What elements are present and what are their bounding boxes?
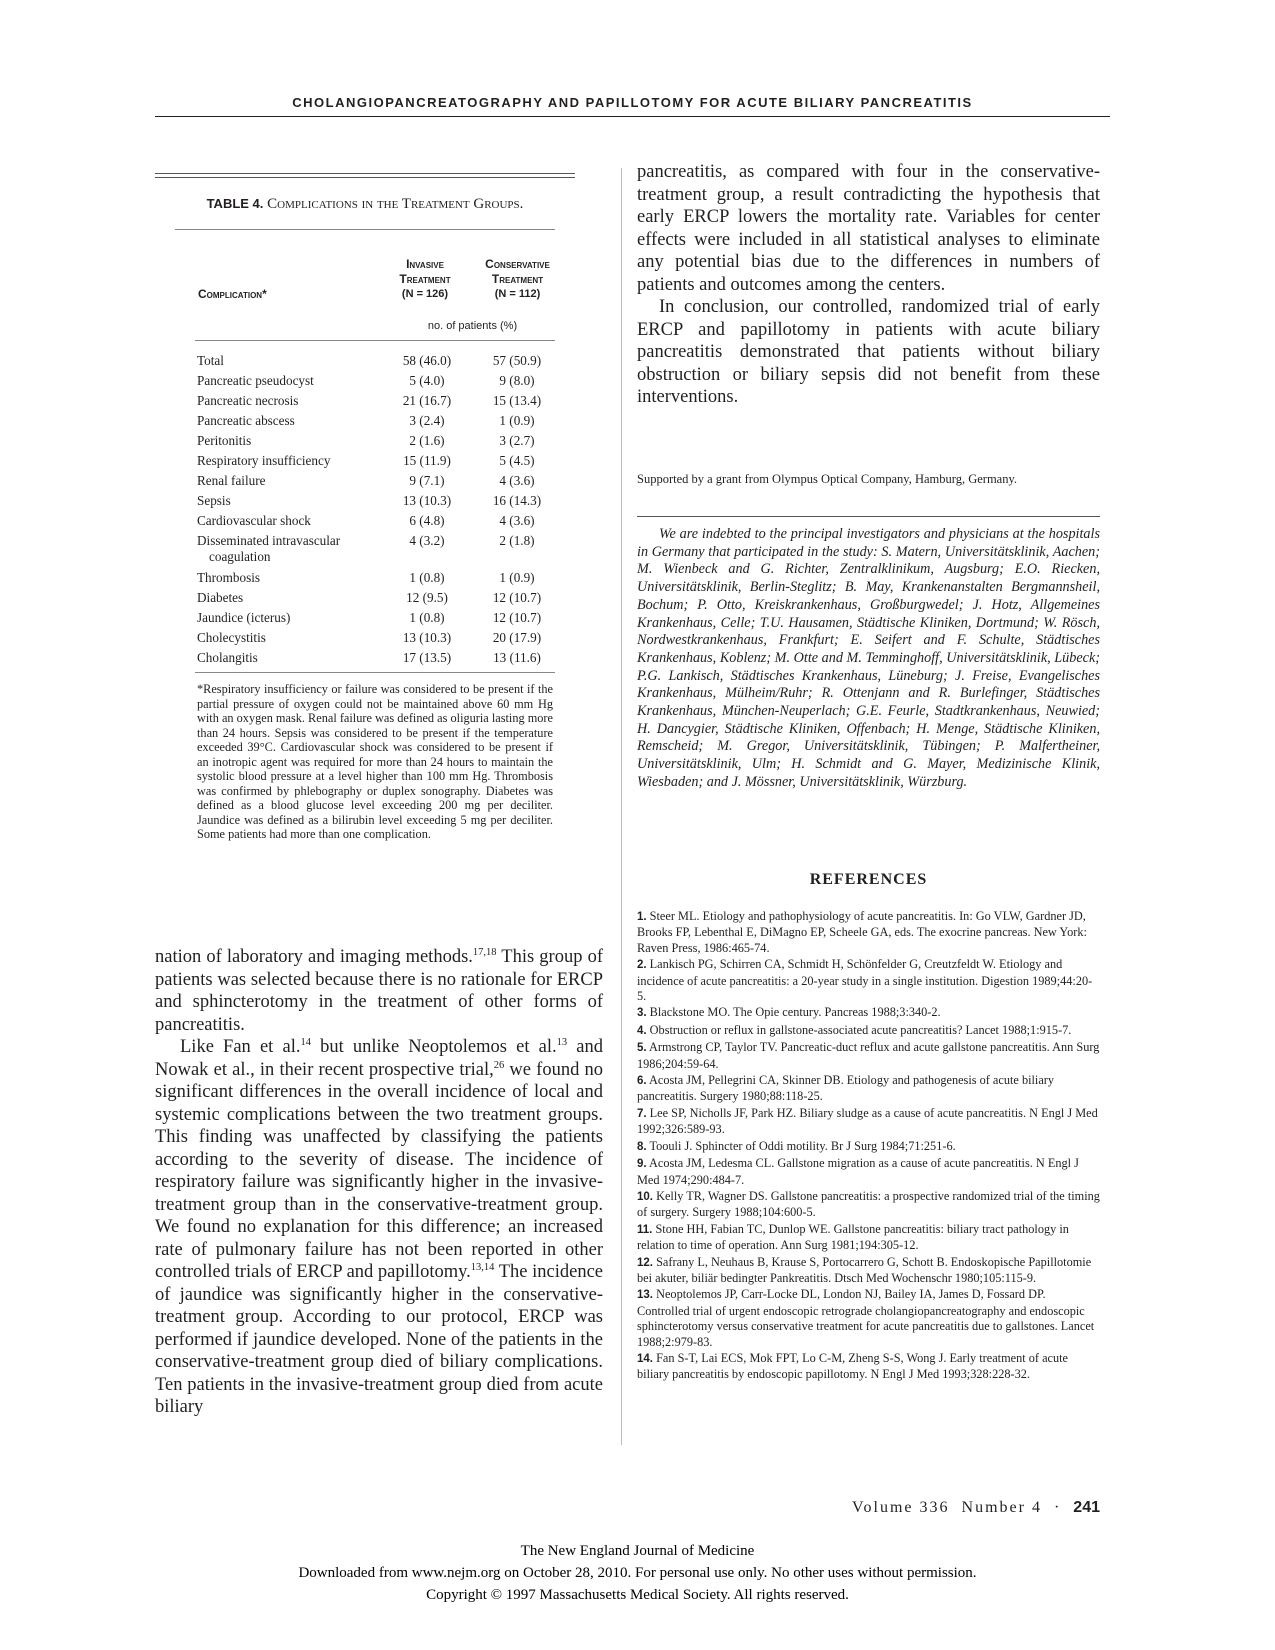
text-run: Like Fan et al. xyxy=(180,1037,301,1057)
complication-name-continued: coagulation xyxy=(209,549,271,564)
table-cell-conservative: 4 (3.6) xyxy=(499,473,535,488)
reference-text: Neoptolemos JP, Carr-Locke DL, London NJ, Bailey IA, James D, Fossard DP. Controlled trial of urgent endoscopic retrograde cholangiopancreatography and endoscopic sphincterotomy versus conservative treatment for acute pancreatitis due to gallstones. Lancet 1988;2:979-83. xyxy=(637,1287,1095,1349)
text-run: nation of laboratory and imaging methods. xyxy=(155,947,473,967)
table-row xyxy=(155,533,575,566)
table-row xyxy=(155,610,575,626)
reference-text: Obstruction or reflux in gallstone-associated acute pancreatitis? Lancet 1988;1:915-7. xyxy=(649,1022,1072,1037)
reference-number: 12. xyxy=(637,1256,653,1269)
reference-text: Toouli J. Sphincter of Oddi motility. Br J Surg 1984;71:251-6. xyxy=(649,1138,956,1153)
table-cell-conservative: 57 (50.9) xyxy=(492,353,542,368)
reference-item xyxy=(637,1189,1100,1221)
table-cell-conservative: 9 (8.0) xyxy=(499,373,535,388)
table-title-rule xyxy=(175,229,555,230)
funding-note: Supported by a grant from Olympus Optical Company, Hamburg, Germany. xyxy=(637,472,1018,486)
folio-separator: · xyxy=(1053,1499,1062,1516)
reference-text: Lankisch PG, Schirren CA, Schmidt H, Schönfelder G, Creutzfeldt W. Etiology and incidence of acute pancreatitis: a 20-year study in a single institution. Digestion 1989;44:20-5. xyxy=(637,957,1093,1004)
table-column-headers xyxy=(155,254,575,314)
reference-item xyxy=(637,1351,1100,1383)
citation-superscript: 26 xyxy=(493,1059,505,1071)
table-cell-invasive: 1 (0.8) xyxy=(409,610,445,625)
text-run: The incidence of jaundice was significantly higher in the conservative-treatment group. According to our protocol, ERCP was performed if jaundice developed. None of the patients in the conservative-treatment group died of biliary complications. Ten patients in the invasive-treatment group died from acute biliary xyxy=(155,1262,604,1417)
table-cell-complication xyxy=(197,570,382,586)
complication-name: Cholangitis xyxy=(197,650,258,665)
table-cell-invasive: 17 (13.5) xyxy=(402,650,452,665)
reference-number: 3. xyxy=(637,1007,647,1020)
table-cell-complication xyxy=(197,453,382,469)
table-row xyxy=(155,453,575,469)
reference-text: Safrany L, Neuhaus B, Krause S, Portocarrero G, Schott B. Endoskopische Papillotomie bei akuter, biliär bedingter Pankreatitis. Dtsch Med Wochenschr 1980;105:115-9. xyxy=(637,1254,1092,1285)
column-header-invasive-n: (N = 126) xyxy=(401,288,449,300)
table-header-rule xyxy=(195,340,555,341)
reference-item xyxy=(637,1073,1100,1105)
complication-name: Sepsis xyxy=(197,493,231,508)
table-body xyxy=(155,353,575,666)
table-row xyxy=(155,433,575,449)
table-cell-complication xyxy=(197,650,382,666)
download-notice: Downloaded from www.nejm.org on October 28, 2010. For personal use only. No other uses without permission. xyxy=(298,1565,977,1581)
table-cell-complication xyxy=(197,353,382,369)
page-folio xyxy=(780,1499,1100,1517)
page-number: 241 xyxy=(1073,1499,1100,1516)
running-head: CHOLANGIOPANCREATOGRAPHY AND PAPILLOTOMY FOR ACUTE BILIARY PANCREATITIS xyxy=(292,95,973,110)
reference-number: 7. xyxy=(637,1107,647,1120)
reference-item xyxy=(637,1005,1100,1021)
references-heading: REFERENCES xyxy=(809,871,928,888)
table-cell-invasive: 58 (46.0) xyxy=(402,353,452,368)
reference-item xyxy=(637,1222,1100,1254)
table-row xyxy=(155,413,575,429)
column-header-invasive-line2: Treatment xyxy=(399,272,451,286)
complication-name: Pancreatic necrosis xyxy=(197,393,299,408)
table-row xyxy=(155,353,575,369)
reference-number: 1. xyxy=(637,911,647,923)
table-row xyxy=(155,393,575,409)
complication-name: Pancreatic abscess xyxy=(197,413,295,428)
column-header-invasive-line1: Invasive xyxy=(406,257,444,271)
reference-item xyxy=(637,1287,1100,1350)
left-paragraph-1 xyxy=(155,946,603,1036)
table-bottom-rule xyxy=(195,672,555,673)
complication-name: Renal failure xyxy=(197,473,266,488)
table-cell-complication xyxy=(197,413,382,429)
reference-item xyxy=(637,957,1100,1004)
table-cell-conservative: 12 (10.7) xyxy=(492,590,542,605)
header-rule xyxy=(155,116,1110,117)
reference-text: Kelly TR, Wagner DS. Gallstone pancreatitis: a prospective randomized trial of the timing of surgery. Surgery 1988;104:600-5. xyxy=(637,1188,1100,1220)
reference-item xyxy=(637,909,1100,956)
reference-item xyxy=(637,1040,1100,1072)
table-cell-complication xyxy=(197,590,382,606)
column-divider xyxy=(621,168,622,1445)
column-header-conservative-line1: Conservative xyxy=(485,257,550,271)
table-cell-invasive: 5 (4.0) xyxy=(409,373,445,388)
column-header-conservative-n: (N = 112) xyxy=(494,288,541,300)
reference-number: 13. xyxy=(637,1289,653,1302)
complication-name: Thrombosis xyxy=(197,570,261,585)
column-header-conservative xyxy=(470,257,565,302)
table-cell-invasive: 13 (10.3) xyxy=(402,630,452,645)
references-list xyxy=(637,909,1100,1384)
table-row xyxy=(155,373,575,389)
table-cell-conservative: 15 (13.4) xyxy=(492,393,542,408)
number-label: Number 4 xyxy=(961,1499,1042,1516)
left-paragraph-2 xyxy=(155,1036,603,1419)
table-cell-invasive: 21 (16.7) xyxy=(402,393,452,408)
table-cell-complication xyxy=(197,433,382,449)
reference-number: 5. xyxy=(637,1042,647,1055)
column-header-conservative-line2: Treatment xyxy=(491,272,544,286)
table-cell-complication xyxy=(197,373,382,389)
reference-number: 8. xyxy=(637,1140,647,1153)
table-cell-conservative: 13 (11.6) xyxy=(493,650,541,665)
reference-text: Fan S-T, Lai ECS, Mok FPT, Lo C-M, Zheng S-S, Wong J. Early treatment of acute biliary pancreatitis by endoscopic papillotomy. N Engl J Med 1993;328:228-32. xyxy=(637,1350,1069,1382)
table-row xyxy=(155,590,575,606)
complication-name: Disseminated intravascular xyxy=(197,533,341,548)
text-run: but unlike Neoptolemos et al. xyxy=(310,1037,557,1057)
complication-name: Peritonitis xyxy=(197,433,252,448)
reference-item xyxy=(637,1156,1100,1188)
table-cell-invasive: 15 (11.9) xyxy=(403,453,451,468)
table-cell-invasive: 2 (1.6) xyxy=(409,433,445,448)
table-units: no. of patients (%) xyxy=(427,320,518,332)
reference-item xyxy=(637,1139,1100,1155)
reference-text: Steer ML. Etiology and pathophysiology of acute pancreatitis. In: Go VLW, Gardner JD, Brooks FP, Lebenthal E, DiMagno EP, Scheele GA, eds. The exocrine pancreas. New York: Raven Press, 1986:465-74. xyxy=(637,909,1087,955)
table-cell-conservative: 2 (1.8) xyxy=(499,533,535,548)
table-cell-conservative: 16 (14.3) xyxy=(492,493,542,508)
table-4 xyxy=(155,173,575,842)
table-footnote: *Respiratory insufficiency or failure was considered to be present if the partial pressure of oxygen could not be maintained above 60 mm Hg with an oxygen mask. Renal failure was defined as oliguria lasting more than 24 hours. Sepsis was considered to be present if the temperature exceeded 39°C. Cardiovascular shock was considered to be present if an inotropic agent was required for more than 24 hours to maintain the systolic blood pressure at a level higher than 100 mm Hg. Thrombosis was confirmed by phlebography or duplex sonography. Diabetes was defined as a blood glucose level exceeding 200 mg per deciliter. Jaundice was defined as a bilirubin level exceeding 5 mg per deciliter. Some patients had more than one complication. xyxy=(197,682,553,841)
reference-number: 2. xyxy=(637,959,647,972)
table-cell-invasive: 12 (9.5) xyxy=(406,590,448,605)
complication-name: Cardiovascular shock xyxy=(197,513,311,528)
table-cell-complication xyxy=(197,493,382,509)
complication-name: Cholecystitis xyxy=(197,630,266,645)
reference-number: 11. xyxy=(637,1223,653,1236)
citation-superscript: 17,18 xyxy=(472,946,497,958)
table-cell-complication xyxy=(197,610,382,626)
table-caption: Complications in the Treatment Groups. xyxy=(267,196,524,212)
citation-superscript: 14 xyxy=(300,1036,311,1048)
table-title xyxy=(155,194,575,214)
table-cell-invasive: 3 (2.4) xyxy=(409,413,445,428)
reference-number: 14. xyxy=(637,1352,653,1365)
table-row xyxy=(155,493,575,509)
column-header-invasive xyxy=(380,257,470,302)
journal-name: The New England Journal of Medicine xyxy=(520,1543,755,1559)
column-header-complication: Complication* xyxy=(198,287,267,301)
reference-text: Acosta JM, Ledesma CL. Gallstone migration as a cause of acute pancreatitis. N Engl J Med 1974;290:484-7. xyxy=(637,1156,1079,1187)
table-cell-invasive: 6 (4.8) xyxy=(409,513,445,528)
reference-number: 9. xyxy=(637,1158,647,1171)
reference-number: 10. xyxy=(637,1190,653,1203)
right-paragraph-2: In conclusion, our controlled, randomized trial of early ERCP and papillotomy in patients with acute biliary pancreatitis demonstrated that patients without biliary obstruction or biliary sepsis did not benefit from these interventions. xyxy=(637,297,1100,407)
reference-text: Lee SP, Nicholls JF, Park HZ. Biliary sludge as a cause of acute pancreatitis. N Engl J Med 1992;326:589-93. xyxy=(637,1105,1098,1137)
table-cell-conservative: 20 (17.9) xyxy=(492,630,542,645)
reference-number: 4. xyxy=(637,1024,647,1037)
reference-text: Blackstone MO. The Opie century. Pancreas 1988;3:340-2. xyxy=(649,1005,941,1020)
citation-superscript: 13,14 xyxy=(470,1261,495,1273)
copyright-notice: Copyright © 1997 Massachusetts Medical Society. All rights reserved. xyxy=(426,1587,849,1603)
right-paragraph-1: pancreatitis, as compared with four in the conservative-treatment group, a result contradicting the hypothesis that early ERCP lowers the mortality rate. Variables for center effects were included in all statistical analyses to eliminate any potential bias due to the differences in numbers of patients and outcomes among the centers. xyxy=(637,162,1100,295)
acknowledgment: We are indebted to the principal investigators and physicians at the hospitals in Germany that participated in the study: S. Matern, Universitätsklinik, Aachen; M. Wienbeck and G. Richter, Zentralklinikum, Augsburg; E.O. Riecken, Universitätsklinik, Berlin-Steglitz; B. May, Krankenanstalten Bergmannsheil, Bochum; P. Otto, Kreiskrankenhaus, Großburgwedel; J. Hotz, Allgemeines Krankenhaus, Celle; T.U. Hausamen, Städtische Kliniken, Dortmund; W. Rösch, Nordwestkrankenhaus, Frankfurt; E. Seifert and F. Schulte, Städtisches Krankenhaus, Koblenz; M. Otte and M. Temminghoff, Universitätsklinik, Lübeck; P.G. Lankisch, Städtisches Krankenhaus, Lüneburg; J. Freise, Evangelisches Krankenhaus, Mülheim/Ruhr; R. Ottenjann and R. Burlefinger, Städtisches Krankenhaus, München-Neuperlach; G.E. Feurle, Stadtkrankenhaus, Neuwied; H. Dancygier, Städtische Kliniken, Offenbach; H. Menge, Städtische Kliniken, Remscheid; M. Gregor, Universitätsklinik, Tübingen; P. Malfertheiner, Universitätsklinik, Ulm; H. Schmidt and G. Mayer, Medizinische Klinik, Wiesbaden; and J. Mössner, Universitätsklinik, Würzburg. xyxy=(637,526,1100,790)
table-cell-conservative: 4 (3.6) xyxy=(499,513,535,528)
table-cell-invasive: 13 (10.3) xyxy=(402,493,452,508)
right-column-text xyxy=(637,161,1100,409)
table-top-rule xyxy=(155,173,575,178)
complication-name: Pancreatic pseudocyst xyxy=(197,373,314,388)
table-cell-complication xyxy=(197,513,382,529)
table-row xyxy=(155,570,575,586)
complication-name: Diabetes xyxy=(197,590,244,605)
table-cell-conservative: 1 (0.9) xyxy=(499,570,535,585)
table-row xyxy=(155,513,575,529)
table-cell-conservative: 1 (0.9) xyxy=(499,413,535,428)
left-column-text xyxy=(155,946,603,1419)
text-run: This group of patients was selected because there is no rationale for ERCP and sphincterotomy in the treatment of other forms of pancreatitis. xyxy=(155,947,603,1035)
table-cell-conservative: 12 (10.7) xyxy=(492,610,542,625)
table-cell-complication xyxy=(197,473,382,489)
table-cell-conservative: 5 (4.5) xyxy=(499,453,535,468)
reference-number: 6. xyxy=(637,1075,647,1088)
reference-text: Armstrong CP, Taylor TV. Pancreatic-duct reflux and acute gallstone pancreatitis. Ann Surg 1986;204:59-64. xyxy=(637,1040,1100,1071)
text-run: we found no significant differences in the overall incidence of local and systemic complications between the two treatment groups. This finding was unaffected by classifying the patients according to the severity of disease. The incidence of respiratory failure was significantly higher in the invasive-treatment group than in the conservative-treatment group. We found no explanation for this difference; an increased rate of pulmonary failure has not been reported in other controlled trials of ERCP and papillotomy. xyxy=(155,1059,603,1282)
citation-superscript: 13 xyxy=(556,1036,568,1048)
table-cell-complication xyxy=(197,630,382,646)
complication-name: Jaundice (icterus) xyxy=(197,610,291,625)
table-row xyxy=(155,473,575,489)
complication-name: Respiratory insufficiency xyxy=(197,453,331,468)
complication-name: Total xyxy=(197,353,224,368)
table-row xyxy=(155,630,575,646)
acknowledgment-rule xyxy=(637,516,1100,517)
table-cell-conservative: 3 (2.7) xyxy=(499,433,535,448)
table-cell-invasive: 9 (7.1) xyxy=(409,473,445,488)
table-row xyxy=(155,650,575,666)
table-cell-complication xyxy=(197,533,382,565)
reference-text: Stone HH, Fabian TC, Dunlop WE. Gallstone pancreatitis: biliary tract pathology in relation to time of operation. Ann Surg 1981;194:305-12. xyxy=(637,1221,1069,1253)
reference-item xyxy=(637,1023,1100,1039)
volume-label: Volume 336 xyxy=(852,1499,950,1516)
reference-item xyxy=(637,1106,1100,1138)
reference-item xyxy=(637,1255,1100,1287)
reference-text: Acosta JM, Pellegrini CA, Skinner DB. Etiology and pathogenesis of acute biliary pancreatitis. Surgery 1980;88:118-25. xyxy=(637,1073,1055,1104)
table-cell-invasive: 4 (3.2) xyxy=(409,533,445,548)
table-cell-complication xyxy=(197,393,382,409)
table-cell-invasive: 1 (0.8) xyxy=(409,570,445,585)
text-run: and Nowak et al., in their recent prospective trial, xyxy=(155,1037,603,1080)
table-label: TABLE 4. xyxy=(206,196,264,211)
